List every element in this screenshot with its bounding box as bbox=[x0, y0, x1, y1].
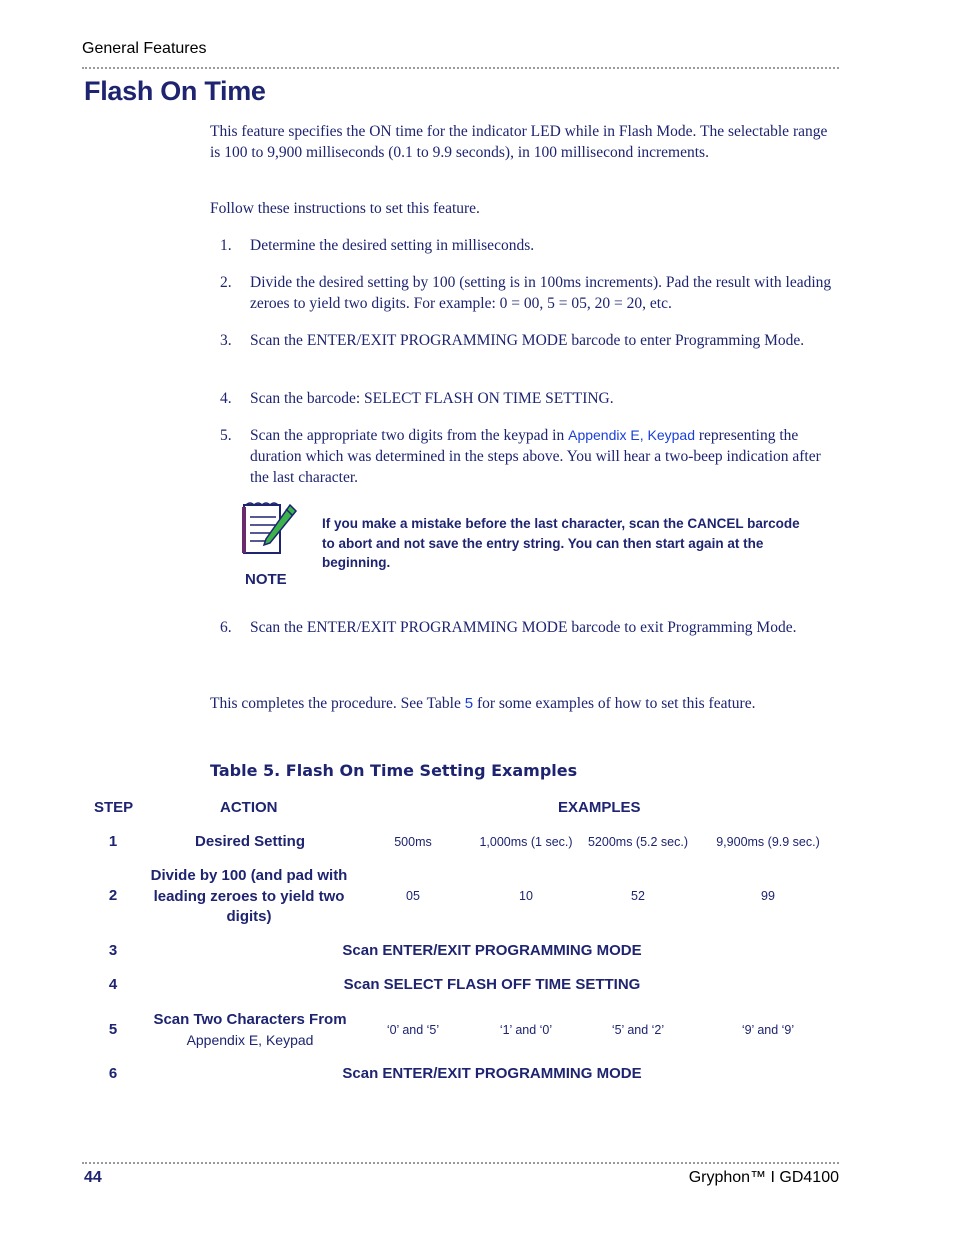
table-5-link[interactable]: 5 bbox=[464, 695, 474, 712]
table-row-step: 4 bbox=[108, 976, 118, 993]
table-row-example: 500ms bbox=[394, 835, 432, 849]
table-row-example: 05 bbox=[406, 889, 420, 903]
step-text: Determine the desired setting in milliseconds. bbox=[250, 237, 535, 254]
completes-after: for some examples of how to set this feature. bbox=[473, 695, 756, 712]
step-6 bbox=[220, 617, 832, 638]
step-3 bbox=[220, 330, 832, 351]
step-text: Divide the desired setting by 100 (setting is in 100ms increments). Pad the result with leading zeroes to yield two digits. For example: 0 = 00, 5 = 05, 20 = 20, etc. bbox=[250, 274, 832, 312]
footer-divider bbox=[82, 1162, 839, 1164]
table-row-example: 9,900ms (9.9 sec.) bbox=[716, 835, 820, 849]
step-number: 2. bbox=[220, 274, 232, 291]
table-row-example: ‘5’ and ‘2’ bbox=[611, 1023, 665, 1037]
step-text-after: representing the duration which was determined in the steps above. You will hear a two-beep indication after the last character. bbox=[250, 427, 821, 486]
intro-paragraph: This feature specifies the ON time for the indicator LED while in Flash Mode. The selectable range is 100 to 9,900 milliseconds (0.1 to 9.9 seconds), in 100 millisecond increments. bbox=[210, 123, 828, 161]
step-number: 6. bbox=[220, 619, 232, 636]
step-4 bbox=[220, 388, 832, 409]
step-text: Scan the ENTER/EXIT PROGRAMMING MODE barcode to enter Programming Mode. bbox=[250, 332, 805, 349]
table-row-example: 10 bbox=[519, 889, 533, 903]
table-row-span: Scan ENTER/EXIT PROGRAMMING MODE bbox=[342, 942, 642, 959]
page-number: 44 bbox=[84, 1169, 102, 1186]
note-label: NOTE bbox=[245, 571, 287, 588]
note-text: If you make a mistake before the last character, scan the CANCEL barcode to abort and not save the entry string. You can then start again at the beginning. bbox=[322, 516, 800, 570]
step-text bbox=[250, 425, 832, 488]
table-row-example: ‘0’ and ‘5’ bbox=[386, 1023, 440, 1037]
table-row-action: Desired Setting bbox=[194, 833, 306, 850]
step-1 bbox=[220, 235, 832, 256]
table-row-span: Scan ENTER/EXIT PROGRAMMING MODE bbox=[342, 1065, 642, 1082]
table-row-span: Scan SELECT FLASH OFF TIME SETTING bbox=[343, 976, 641, 993]
table-header-examples: EXAMPLES bbox=[558, 799, 641, 816]
appendix-e-keypad-link[interactable]: Appendix E, Keypad bbox=[186, 1032, 314, 1048]
step-5 bbox=[220, 425, 832, 488]
step-text: Scan the barcode: SELECT FLASH ON TIME SETTING. bbox=[250, 390, 614, 407]
appendix-e-keypad-link[interactable]: Appendix E, Keypad bbox=[568, 427, 695, 443]
table-row-step: 6 bbox=[108, 1065, 118, 1082]
table-row-step: 5 bbox=[108, 1021, 118, 1038]
completes-paragraph bbox=[210, 693, 835, 714]
table-row-action: Divide by 100 (and pad with leading zeroes to yield two digits) bbox=[150, 867, 348, 925]
header-divider bbox=[82, 67, 839, 69]
table-row-example: 99 bbox=[761, 889, 775, 903]
note-notepad-icon bbox=[240, 499, 298, 559]
completes-before: This completes the procedure. See Table bbox=[210, 695, 465, 712]
step-number: 4. bbox=[220, 390, 232, 407]
product-name: Gryphon™ I GD4100 bbox=[688, 1169, 839, 1186]
table-header-action: ACTION bbox=[220, 799, 278, 816]
table-header-step: STEP bbox=[94, 799, 134, 816]
running-header: General Features bbox=[82, 40, 207, 57]
table-caption: Table 5. Flash On Time Setting Examples bbox=[210, 761, 578, 780]
table-row-example: 5200ms (5.2 sec.) bbox=[587, 835, 689, 849]
step-2 bbox=[220, 272, 832, 314]
page-title: Flash On Time bbox=[84, 76, 266, 106]
table-row-action: Scan Two Characters From bbox=[153, 1011, 347, 1028]
step-number: 3. bbox=[220, 332, 232, 349]
table-row-step: 2 bbox=[108, 887, 118, 904]
table-row-example: ‘1’ and ‘0’ bbox=[499, 1023, 553, 1037]
step-text-before: Scan the appropriate two digits from the keypad in bbox=[250, 427, 569, 444]
table-row-example: 52 bbox=[631, 889, 645, 903]
step-number: 1. bbox=[220, 237, 232, 254]
follow-instructions: Follow these instructions to set this feature. bbox=[210, 200, 480, 217]
table-row-example: 1,000ms (1 sec.) bbox=[479, 835, 573, 849]
table-row-step: 1 bbox=[108, 833, 118, 850]
step-text: Scan the ENTER/EXIT PROGRAMMING MODE barcode to exit Programming Mode. bbox=[250, 619, 797, 636]
step-number: 5. bbox=[220, 427, 232, 444]
table-row-step: 3 bbox=[108, 942, 118, 959]
table-row-example: ‘9’ and ‘9’ bbox=[741, 1023, 795, 1037]
